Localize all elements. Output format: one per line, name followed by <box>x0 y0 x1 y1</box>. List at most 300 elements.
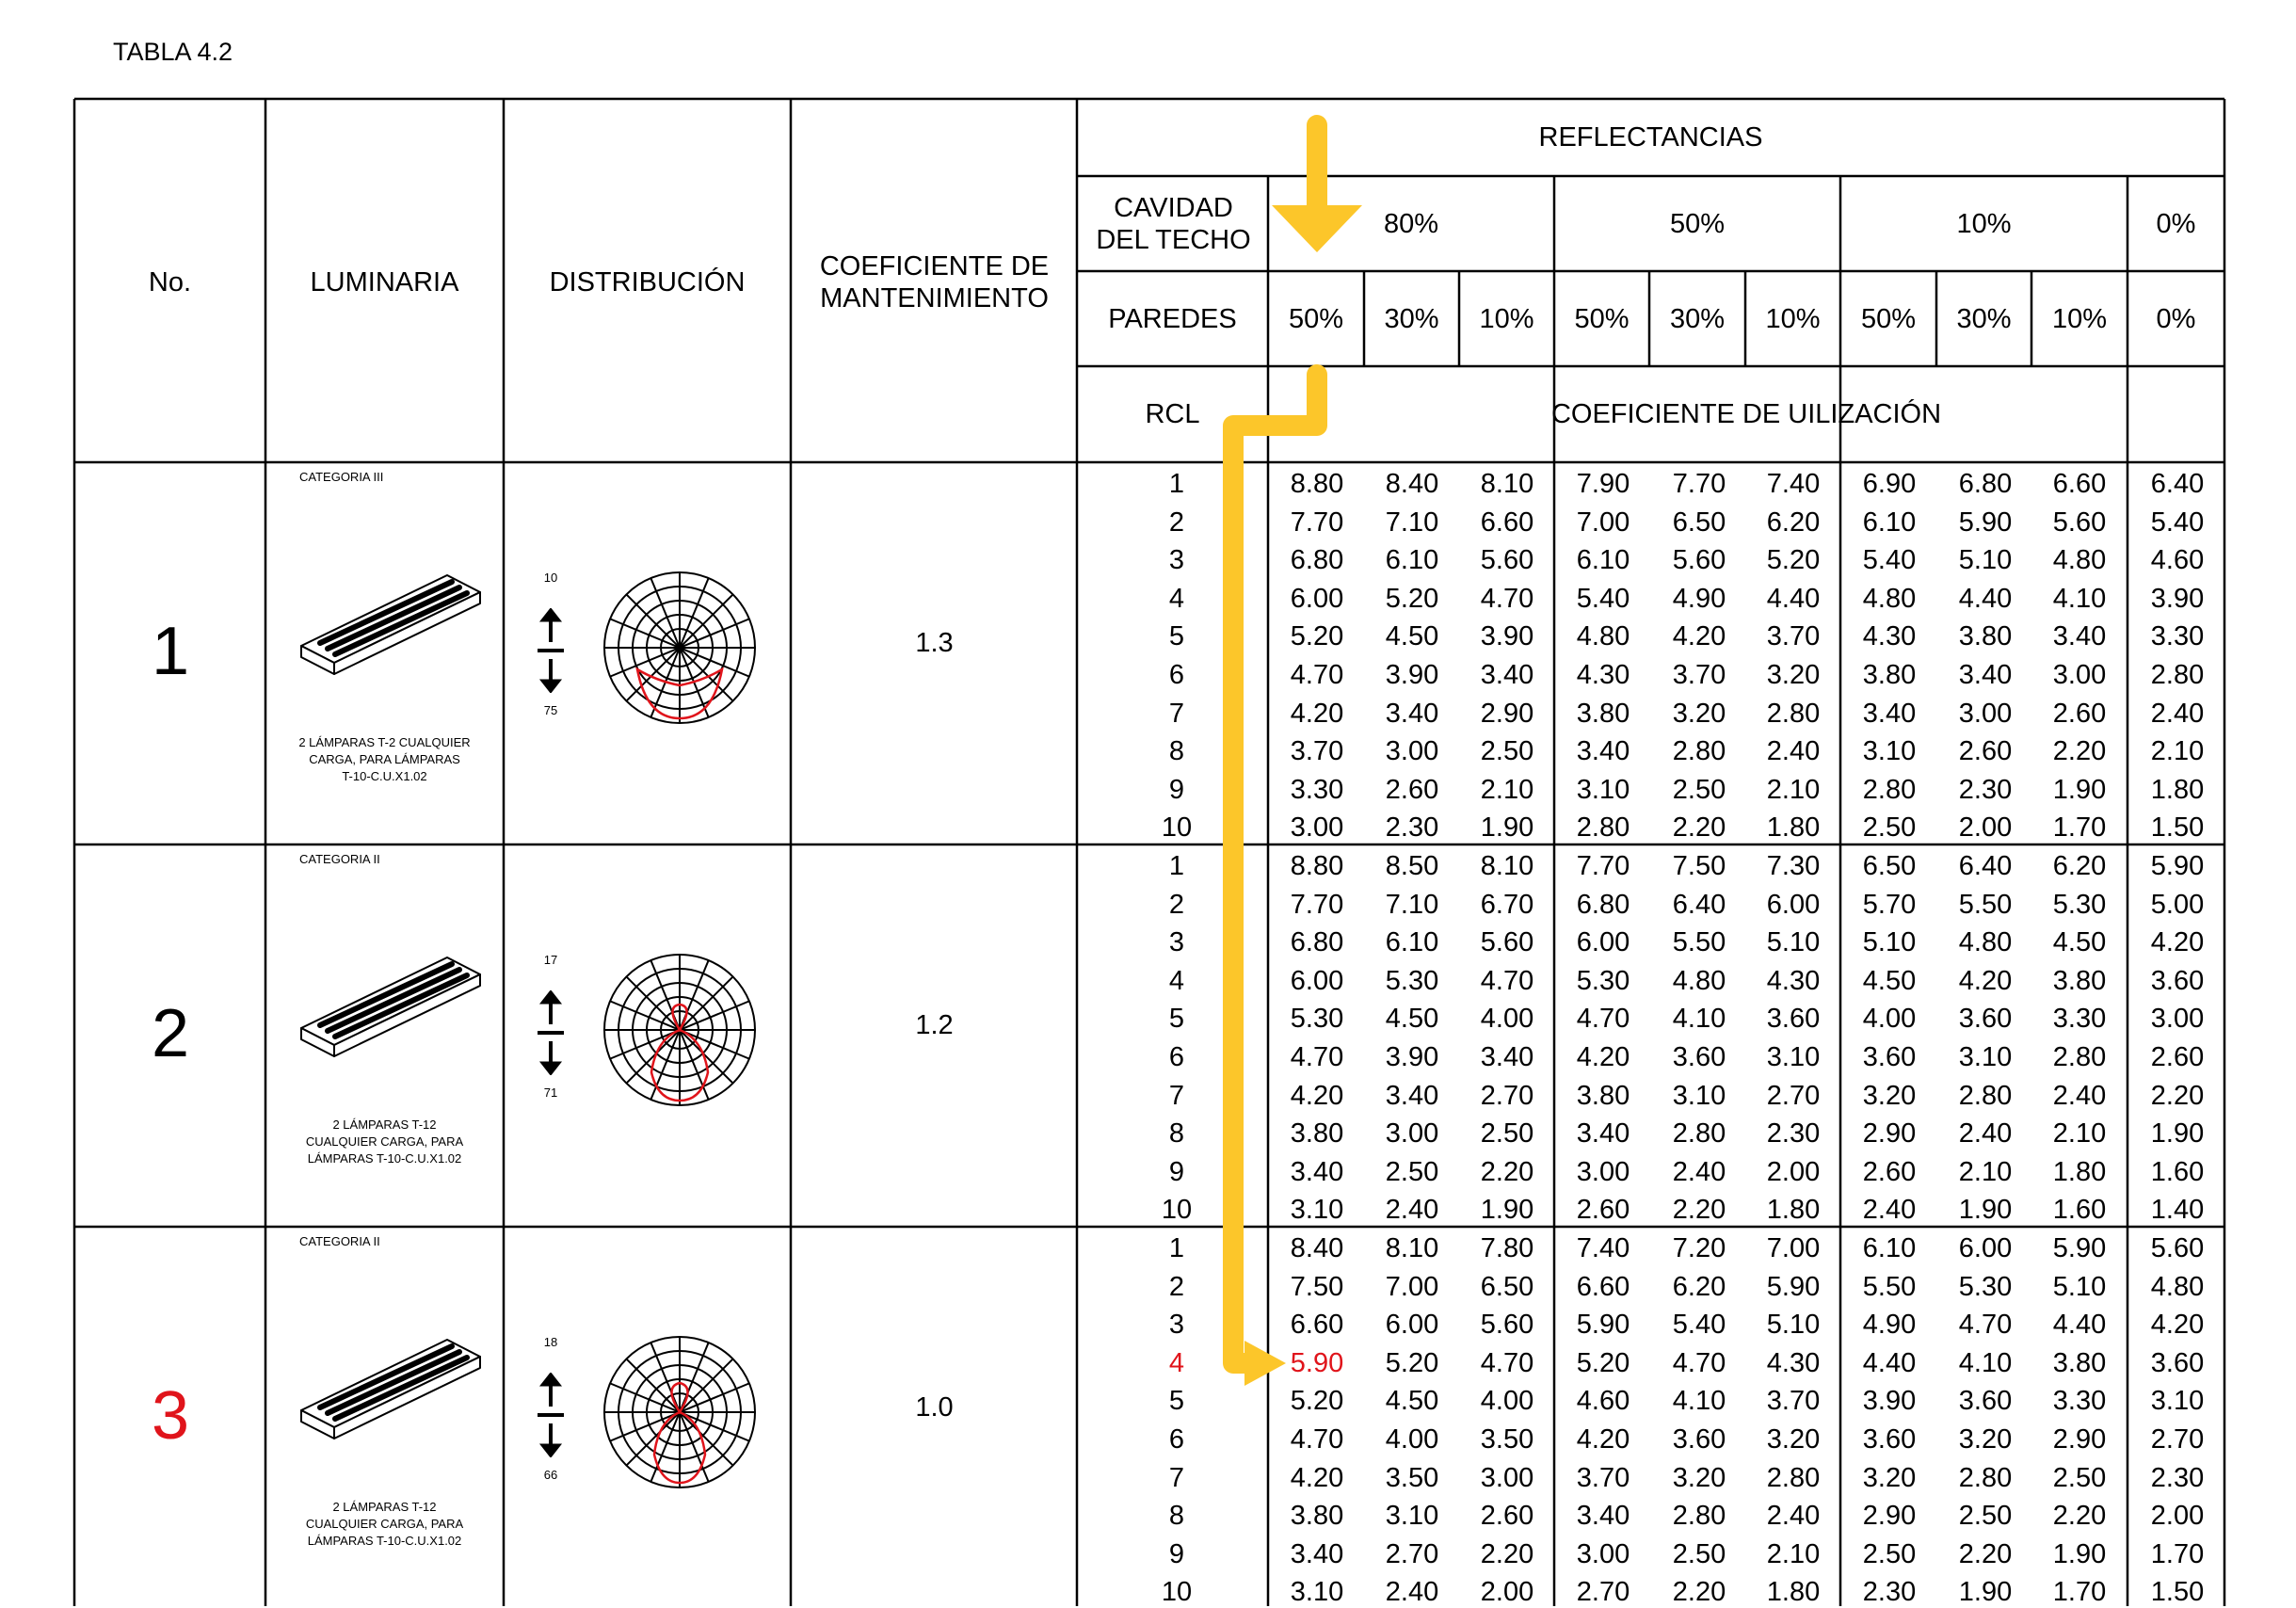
table-cell: 6.00 <box>1958 1233 2013 1263</box>
up-percent: 10 <box>543 571 558 585</box>
rcl-value: 7 <box>1168 1462 1185 1493</box>
table-cell: 2.50 <box>1672 1538 1726 1569</box>
table-cell: 4.00 <box>1862 1004 1917 1035</box>
up-down-arrow-icon <box>532 1373 570 1457</box>
table-cell: 2.80 <box>1672 1118 1726 1150</box>
table-cell: 1.70 <box>2150 1538 2205 1569</box>
rcl-value: 7 <box>1168 698 1185 729</box>
table-cell: 6.10 <box>1385 545 1439 576</box>
table-cell: 7.00 <box>1385 1271 1439 1302</box>
table-cell: 3.50 <box>1480 1424 1534 1455</box>
table-cell: 2.10 <box>1766 1538 1821 1569</box>
table-cell: 5.60 <box>1480 1310 1534 1341</box>
table-cell: 2.80 <box>1958 1462 2013 1493</box>
down-percent: 66 <box>543 1468 558 1482</box>
table-cell: 1.80 <box>1766 1577 1821 1608</box>
table-cell: 5.60 <box>2150 1233 2205 1263</box>
table-cell: 4.30 <box>1766 1347 1821 1378</box>
table-cell: 2.30 <box>1862 1577 1917 1608</box>
table-cell: 5.90 <box>2052 1233 2107 1263</box>
table-cell: 7.50 <box>1672 851 1726 881</box>
rcl-value: 2 <box>1168 889 1185 920</box>
table-cell: 6.00 <box>1290 965 1344 996</box>
rcl-value: 4 <box>1168 1347 1185 1378</box>
rcl-value: 9 <box>1168 774 1185 805</box>
table-cell: 3.20 <box>1958 1424 2013 1455</box>
table-cell: 4.20 <box>1576 1042 1630 1072</box>
table-cell: 6.60 <box>1576 1271 1630 1302</box>
table-cell: 4.70 <box>1290 1424 1344 1455</box>
table-cell: 6.10 <box>1385 927 1439 958</box>
table-cell: 6.00 <box>1766 889 1821 920</box>
polar-distribution-icon <box>600 950 760 1110</box>
header-paredes: PAREDES <box>1108 303 1237 334</box>
table-cell: 5.10 <box>1766 927 1821 958</box>
table-cell: 4.80 <box>1862 583 1917 614</box>
rcl-value: 9 <box>1168 1538 1185 1569</box>
rcl-value: 4 <box>1168 965 1185 996</box>
table-cell: 2.80 <box>1766 698 1821 729</box>
table-cell: 5.20 <box>1385 583 1439 614</box>
table-cell: 2.20 <box>2052 736 2107 767</box>
table-cell: 2.20 <box>1672 812 1726 844</box>
table-cell: 4.10 <box>2052 583 2107 614</box>
table-cell: 2.50 <box>1958 1501 2013 1532</box>
table-cell: 4.80 <box>2150 1271 2205 1302</box>
table-cell: 4.20 <box>1576 1424 1630 1455</box>
table-cell: 1.80 <box>2150 774 2205 805</box>
table-cell: 6.10 <box>1862 507 1917 538</box>
table-cell: 3.80 <box>1576 698 1630 729</box>
table-cell: 6.10 <box>1862 1233 1917 1263</box>
table-cell: 5.40 <box>1862 545 1917 576</box>
polar-distribution-icon <box>600 568 760 728</box>
table-cell: 6.80 <box>1290 927 1344 958</box>
table-cell: 6.50 <box>1862 851 1917 881</box>
table-cell: 2.80 <box>2052 1042 2107 1072</box>
table-cell: 3.80 <box>1862 660 1917 690</box>
table-cell: 2.30 <box>1958 774 2013 805</box>
table-cell: 3.10 <box>1958 1042 2013 1072</box>
table-cell: 2.90 <box>1862 1501 1917 1532</box>
table-cell: 3.00 <box>1480 1462 1534 1493</box>
rcl-value: 5 <box>1168 1386 1185 1417</box>
table-cell: 3.90 <box>1385 1042 1439 1072</box>
table-cell: 3.00 <box>1290 812 1344 844</box>
table-cell: 3.80 <box>1576 1080 1630 1111</box>
table-cell: 2.20 <box>1480 1538 1534 1569</box>
table-cell: 6.20 <box>2052 851 2107 881</box>
table-cell: 2.50 <box>1385 1156 1439 1187</box>
table-cell: 3.10 <box>1576 774 1630 805</box>
maintenance-coefficient: 1.0 <box>915 1392 954 1423</box>
table-cell: 2.60 <box>2052 698 2107 729</box>
table-cell: 4.30 <box>1576 660 1630 690</box>
table-cell: 1.90 <box>1480 1195 1534 1226</box>
header-wall-1: 30% <box>1384 303 1439 334</box>
header-reflectancias: REFLECTANCIAS <box>1538 122 1763 153</box>
up-percent: 17 <box>543 953 558 967</box>
table-cell: 6.70 <box>1480 889 1534 920</box>
table-cell: 4.70 <box>1480 1347 1534 1378</box>
table-cell: 7.00 <box>1576 507 1630 538</box>
table-cell: 4.70 <box>1958 1310 2013 1341</box>
table-cell: 3.90 <box>1862 1386 1917 1417</box>
table-cell: 4.20 <box>1290 1462 1344 1493</box>
luminaire-description: 2 LÁMPARAS T-12 <box>332 1500 437 1514</box>
table-cell: 5.50 <box>1672 927 1726 958</box>
table-cell: 5.20 <box>1290 1386 1344 1417</box>
table-cell: 3.70 <box>1766 621 1821 652</box>
table-cell: 3.90 <box>1480 621 1534 652</box>
rcl-value: 8 <box>1168 1118 1185 1150</box>
table-cell: 2.20 <box>1672 1195 1726 1226</box>
table-cell: 5.40 <box>2150 507 2205 538</box>
table-cell: 2.00 <box>2150 1501 2205 1532</box>
group-number: 2 <box>151 996 190 1071</box>
table-cell: 4.30 <box>1766 965 1821 996</box>
table-cell: 6.50 <box>1480 1271 1534 1302</box>
table-cell: 3.40 <box>1480 660 1534 690</box>
table-cell: 8.80 <box>1290 851 1344 881</box>
table-cell: 5.60 <box>1480 927 1534 958</box>
table-cell: 3.70 <box>1576 1462 1630 1493</box>
header-ceiling-2: 10% <box>1956 208 2012 239</box>
table-cell: 3.60 <box>1862 1424 1917 1455</box>
table-cell: 4.20 <box>2150 1310 2205 1341</box>
table-cell: 4.20 <box>1958 965 2013 996</box>
table-cell: 4.20 <box>1672 621 1726 652</box>
table-cell: 4.50 <box>1862 965 1917 996</box>
table-cell: 5.50 <box>1862 1271 1917 1302</box>
table-cell: 5.90 <box>1958 507 2013 538</box>
table-cell: 4.50 <box>1385 621 1439 652</box>
down-percent: 75 <box>543 703 558 717</box>
table-cell: 7.10 <box>1385 889 1439 920</box>
table-cell: 2.60 <box>1576 1195 1630 1226</box>
table-cell: 4.50 <box>2052 927 2107 958</box>
header-wall-7: 30% <box>1956 303 2012 334</box>
table-cell: 6.00 <box>1290 583 1344 614</box>
table-cell: 5.90 <box>1576 1310 1630 1341</box>
table-cell: 5.30 <box>1290 1004 1344 1035</box>
table-cell: 6.60 <box>1290 1310 1344 1341</box>
table-cell: 7.50 <box>1290 1271 1344 1302</box>
header-distribucion: DISTRIBUCIÓN <box>549 267 746 297</box>
table-cell: 5.60 <box>1672 545 1726 576</box>
table-cell: 3.60 <box>1766 1004 1821 1035</box>
rcl-value: 5 <box>1168 1004 1185 1035</box>
table-cell: 2.00 <box>1958 812 2013 844</box>
table-cell: 7.40 <box>1766 469 1821 499</box>
rcl-value: 1 <box>1168 1233 1185 1263</box>
table-cell: 5.40 <box>1576 583 1630 614</box>
table-cell: 7.70 <box>1672 469 1726 499</box>
table-cell: 5.20 <box>1290 621 1344 652</box>
table-cell: 2.40 <box>2150 698 2205 729</box>
table-cell: 4.20 <box>2150 927 2205 958</box>
maintenance-coefficient: 1.2 <box>915 1010 954 1040</box>
table-cell: 3.40 <box>2052 621 2107 652</box>
table-cell: 1.80 <box>1766 812 1821 844</box>
header-ceiling-3: 0% <box>2156 208 2196 239</box>
table-cell: 2.60 <box>1480 1501 1534 1532</box>
table-cell: 2.50 <box>1862 1538 1917 1569</box>
table-cell: 4.70 <box>1290 1042 1344 1072</box>
header-wall-3: 50% <box>1574 303 1630 334</box>
table-cell: 3.10 <box>1672 1080 1726 1111</box>
rcl-value: 6 <box>1168 660 1185 690</box>
luminaire-description: LÁMPARAS T-10-C.U.X1.02 <box>307 1151 462 1166</box>
table-cell: 5.30 <box>2052 889 2107 920</box>
rcl-value: 5 <box>1168 621 1185 652</box>
luminaire-description: 2 LÁMPARAS T-12 <box>332 1118 437 1132</box>
table-cell: 2.90 <box>2052 1424 2107 1455</box>
table-cell: 2.40 <box>1385 1195 1439 1226</box>
table-cell: 2.10 <box>1480 774 1534 805</box>
header-coef-util: COEFICIENTE DE UILIZACIÓN <box>1550 399 1942 429</box>
table-cell: 4.10 <box>1672 1004 1726 1035</box>
table-cell: 2.50 <box>1480 1118 1534 1150</box>
table-cell: 3.40 <box>1576 1118 1630 1150</box>
table-cell: 7.10 <box>1385 507 1439 538</box>
table-cell: 2.70 <box>1385 1538 1439 1569</box>
table-cell: 2.80 <box>1766 1462 1821 1493</box>
rcl-value: 10 <box>1161 1577 1193 1608</box>
header-luminaria: LUMINARIA <box>310 267 459 297</box>
table-cell: 6.10 <box>1576 545 1630 576</box>
table-cell: 3.40 <box>1576 1501 1630 1532</box>
table-cell: 3.80 <box>1958 621 2013 652</box>
fluorescent-luminaire-icon <box>292 948 499 1061</box>
rcl-value: 10 <box>1161 812 1193 844</box>
table-cell: 5.40 <box>1672 1310 1726 1341</box>
table-cell: 2.60 <box>1385 774 1439 805</box>
rcl-value: 1 <box>1168 851 1185 881</box>
table-cell: 4.10 <box>1672 1386 1726 1417</box>
luminaire-description: CUALQUIER CARGA, PARA <box>305 1517 464 1531</box>
table-cell: 2.80 <box>2150 660 2205 690</box>
rcl-value: 7 <box>1168 1080 1185 1111</box>
table-cell: 2.80 <box>1672 1501 1726 1532</box>
table-cell: 3.20 <box>1766 660 1821 690</box>
luminaire-description: CARGA, PARA LÁMPARAS <box>309 752 460 766</box>
table-cell: 2.90 <box>1862 1118 1917 1150</box>
table-cell: 3.80 <box>1290 1501 1344 1532</box>
table-cell: 6.80 <box>1576 889 1630 920</box>
table-cell: 5.30 <box>1385 965 1439 996</box>
table-cell: 2.10 <box>2150 736 2205 767</box>
table-cell: 3.80 <box>2052 965 2107 996</box>
table-cell: 5.70 <box>1862 889 1917 920</box>
table-cell: 8.40 <box>1385 469 1439 499</box>
table-cell: 5.90 <box>1290 1347 1344 1378</box>
table-cell: 3.60 <box>2150 965 2205 996</box>
group-number: 3 <box>151 1378 190 1454</box>
table-cell: 3.90 <box>1385 660 1439 690</box>
rcl-value: 6 <box>1168 1042 1185 1072</box>
table-cell: 4.50 <box>1385 1386 1439 1417</box>
header-wall-8: 10% <box>2051 303 2108 334</box>
table-cell: 2.00 <box>1480 1577 1534 1608</box>
header-wall-9: 0% <box>2156 303 2196 334</box>
header-no: No. <box>148 267 192 297</box>
rcl-value: 2 <box>1168 507 1185 538</box>
table-cell: 4.80 <box>1672 965 1726 996</box>
table-cell: 2.30 <box>1766 1118 1821 1150</box>
table-cell: 2.60 <box>1958 736 2013 767</box>
table-cell: 2.50 <box>1862 812 1917 844</box>
table-cell: 1.90 <box>2052 1538 2107 1569</box>
rcl-value: 10 <box>1161 1195 1193 1226</box>
table-cell: 1.90 <box>1480 812 1534 844</box>
table-cell: 3.30 <box>1290 774 1344 805</box>
table-cell: 5.10 <box>1766 1310 1821 1341</box>
rcl-value: 4 <box>1168 583 1185 614</box>
table-cell: 6.40 <box>1958 851 2013 881</box>
header-cavidad: CAVIDAD DEL TECHO <box>1096 192 1251 255</box>
table-cell: 4.20 <box>1290 1080 1344 1111</box>
table-cell: 2.10 <box>1958 1156 2013 1187</box>
table-cell: 3.00 <box>1385 736 1439 767</box>
table-cell: 6.40 <box>1672 889 1726 920</box>
table-cell: 8.10 <box>1480 851 1534 881</box>
rcl-value: 1 <box>1168 469 1185 499</box>
table-cell: 6.90 <box>1862 469 1917 499</box>
table-cell: 3.10 <box>1766 1042 1821 1072</box>
fluorescent-luminaire-icon <box>292 566 499 679</box>
table-cell: 4.60 <box>1576 1386 1630 1417</box>
table-cell: 4.00 <box>1480 1004 1534 1035</box>
table-cell: 5.30 <box>1576 965 1630 996</box>
table-cell: 7.00 <box>1766 1233 1821 1263</box>
header-wall-5: 10% <box>1765 303 1821 334</box>
table-cell: 4.80 <box>2052 545 2107 576</box>
table-cell: 4.00 <box>1480 1386 1534 1417</box>
table-cell: 6.00 <box>1385 1310 1439 1341</box>
table-cell: 7.90 <box>1576 469 1630 499</box>
category-label: CATEGORIA II <box>299 852 380 866</box>
table-cell: 3.10 <box>2150 1386 2205 1417</box>
table-cell: 2.50 <box>2052 1462 2107 1493</box>
rcl-value: 8 <box>1168 736 1185 767</box>
table-cell: 3.30 <box>2150 621 2205 652</box>
table-cell: 3.60 <box>1672 1042 1726 1072</box>
table-cell: 5.50 <box>1958 889 2013 920</box>
table-cell: 4.70 <box>1480 965 1534 996</box>
rcl-value: 3 <box>1168 1310 1185 1341</box>
table-cell: 1.60 <box>2052 1195 2107 1226</box>
table-cell: 2.50 <box>1672 774 1726 805</box>
table-cell: 3.30 <box>2052 1386 2107 1417</box>
table-cell: 1.90 <box>2150 1118 2205 1150</box>
header-rcl: RCL <box>1145 399 1200 429</box>
table-cell: 4.40 <box>2052 1310 2107 1341</box>
table-cell: 3.50 <box>1385 1462 1439 1493</box>
table-cell: 2.50 <box>1480 736 1534 767</box>
table-cell: 3.80 <box>1290 1118 1344 1150</box>
table-cell: 4.70 <box>1576 1004 1630 1035</box>
table-cell: 2.90 <box>1480 698 1534 729</box>
table-cell: 3.40 <box>1480 1042 1534 1072</box>
table-cell: 4.70 <box>1290 660 1344 690</box>
table-cell: 6.20 <box>1766 507 1821 538</box>
table-cell: 6.50 <box>1672 507 1726 538</box>
table-cell: 1.50 <box>2150 812 2205 844</box>
table-cell: 5.90 <box>1766 1271 1821 1302</box>
table-cell: 6.80 <box>1290 545 1344 576</box>
table-cell: 4.90 <box>1862 1310 1917 1341</box>
table-cell: 3.40 <box>1290 1156 1344 1187</box>
table-cell: 3.40 <box>1576 736 1630 767</box>
category-label: CATEGORIA III <box>299 470 384 484</box>
table-cell: 3.60 <box>1958 1004 2013 1035</box>
table-cell: 7.20 <box>1672 1233 1726 1263</box>
table-cell: 5.60 <box>2052 507 2107 538</box>
category-label: CATEGORIA II <box>299 1234 380 1248</box>
table-cell: 3.60 <box>1672 1424 1726 1455</box>
table-cell: 3.20 <box>1766 1424 1821 1455</box>
table-cell: 7.70 <box>1576 851 1630 881</box>
table-cell: 4.60 <box>2150 545 2205 576</box>
luminaire-description: LÁMPARAS T-10-C.U.X1.02 <box>307 1534 462 1548</box>
table-cell: 2.40 <box>1766 736 1821 767</box>
table-cell: 2.00 <box>1766 1156 1821 1187</box>
table-cell: 1.70 <box>2052 812 2107 844</box>
header-ceiling-0: 80% <box>1383 208 1439 239</box>
maintenance-coefficient: 1.3 <box>915 628 954 658</box>
polar-distribution-icon <box>600 1332 760 1492</box>
header-wall-2: 10% <box>1479 303 1534 334</box>
table-cell: 8.10 <box>1385 1233 1439 1263</box>
table-cell: 4.80 <box>1958 927 2013 958</box>
table-cell: 3.10 <box>1385 1501 1439 1532</box>
table-cell: 2.30 <box>2150 1462 2205 1493</box>
table-cell: 4.90 <box>1672 583 1726 614</box>
table-cell: 2.80 <box>1672 736 1726 767</box>
table-cell: 6.60 <box>2052 469 2107 499</box>
table-cell: 3.00 <box>2052 660 2107 690</box>
table-cell: 3.10 <box>1290 1577 1344 1608</box>
table-cell: 2.40 <box>1672 1156 1726 1187</box>
table-cell: 3.60 <box>1958 1386 2013 1417</box>
table-cell: 2.70 <box>1576 1577 1630 1608</box>
table-cell: 5.90 <box>2150 851 2205 881</box>
table-cell: 8.50 <box>1385 851 1439 881</box>
header-wall-4: 30% <box>1669 303 1726 334</box>
table-cell: 4.70 <box>1672 1347 1726 1378</box>
table-cell: 1.90 <box>1958 1577 2013 1608</box>
table-cell: 2.80 <box>1862 774 1917 805</box>
table-cell: 2.20 <box>1480 1156 1534 1187</box>
rcl-value: 2 <box>1168 1271 1185 1302</box>
table-cell: 3.70 <box>1766 1386 1821 1417</box>
table-cell: 3.80 <box>2052 1347 2107 1378</box>
table-cell: 5.10 <box>1862 927 1917 958</box>
table-cell: 3.40 <box>1862 698 1917 729</box>
up-down-arrow-icon <box>532 608 570 693</box>
table-cell: 3.20 <box>1862 1080 1917 1111</box>
table-cell: 2.30 <box>1385 812 1439 844</box>
table-cell: 2.20 <box>2052 1501 2107 1532</box>
table-cell: 4.70 <box>1480 583 1534 614</box>
table-cell: 5.20 <box>1385 1347 1439 1378</box>
table-cell: 4.40 <box>1862 1347 1917 1378</box>
table-cell: 3.30 <box>2052 1004 2107 1035</box>
table-cell: 2.70 <box>2150 1424 2205 1455</box>
table-cell: 3.00 <box>2150 1004 2205 1035</box>
luminaire-description: 2 LÁMPARAS T-2 CUALQUIER <box>298 735 471 749</box>
